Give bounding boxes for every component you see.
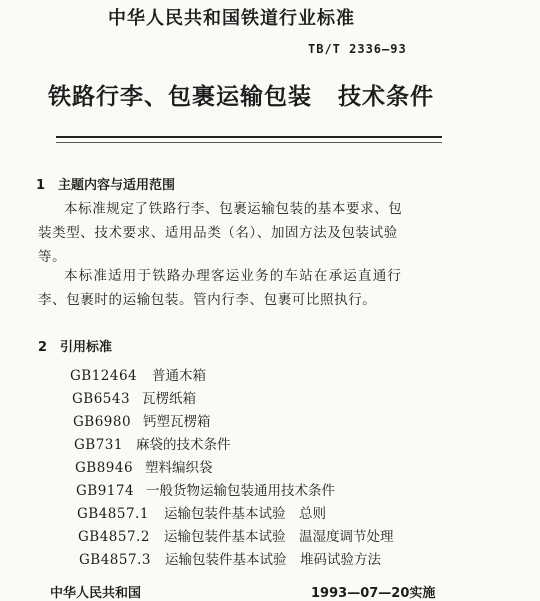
reference-item: [73, 410, 211, 430]
page-footer: [50, 582, 435, 601]
section-title: 引用标准: [60, 340, 113, 355]
title-divider-thin: [56, 142, 442, 143]
reference-code: GB4857.2: [78, 529, 150, 545]
paragraph-line: 本标准适用于铁路办理客运业务的车站在承运直通行: [64, 268, 403, 284]
reference-code: GB731: [74, 437, 123, 453]
reference-name: 麻袋的技术条件: [136, 437, 231, 453]
title-sub: 技术条件: [338, 84, 434, 110]
paragraph-line: 本标准规定了铁路行李、包裹运输包装的基本要求、包: [64, 201, 403, 217]
section-number: 2: [38, 340, 48, 355]
reference-name: 钙塑瓦楞箱: [143, 414, 211, 430]
reference-code: GB12464: [70, 368, 138, 384]
reference-item: [76, 479, 335, 499]
footer-issuer: 中华人民共和国: [50, 586, 142, 601]
issuing-authority-header: 中华人民共和国铁道行业标准: [108, 8, 355, 29]
reference-code: GB6980: [73, 414, 132, 430]
reference-name: 瓦楞纸箱: [142, 391, 196, 407]
reference-item: [74, 433, 231, 453]
reference-code: GB4857.1: [77, 506, 149, 522]
reference-item: [79, 548, 381, 568]
paragraph-line: 李、包裹时的运输包装。管内行李、包裹可比照执行。: [38, 292, 377, 308]
title-divider-thick: [56, 136, 442, 138]
section-1-heading: [36, 174, 175, 193]
paragraph-line: 装类型、技术要求、适用品类（名）、加固方法及包装试验: [38, 225, 398, 241]
reference-name: 运输包装件基本试验 堆码试验方法: [165, 552, 381, 568]
title-main: 铁路行李、包裹运输包装: [48, 84, 312, 110]
section-2-heading: [38, 336, 112, 355]
standard-number: TB/T 2336—93: [308, 42, 407, 56]
reference-name: 一般货物运输包装通用技术条件: [146, 483, 335, 499]
reference-code: GB4857.3: [79, 552, 151, 568]
reference-name: 塑料编织袋: [145, 460, 213, 476]
reference-name: 普通木箱: [152, 368, 206, 384]
reference-item: [75, 456, 213, 476]
reference-code: GB6543: [72, 391, 131, 407]
section-number: 1: [36, 178, 46, 193]
section-title: 主题内容与适用范围: [58, 178, 176, 193]
reference-code: GB9174: [76, 483, 135, 499]
reference-name: 运输包装件基本试验 温湿度调节处理: [164, 529, 394, 545]
reference-item: [70, 364, 206, 384]
reference-code: GB8946: [75, 460, 134, 476]
reference-name: 运输包装件基本试验 总则: [164, 506, 326, 522]
document-title: [48, 78, 434, 111]
reference-item: [72, 387, 196, 407]
reference-item: [77, 502, 326, 522]
paragraph-line: 等。: [38, 249, 67, 265]
reference-item: [78, 525, 394, 545]
footer-effective-date: 1993—07—20实施: [311, 586, 436, 601]
